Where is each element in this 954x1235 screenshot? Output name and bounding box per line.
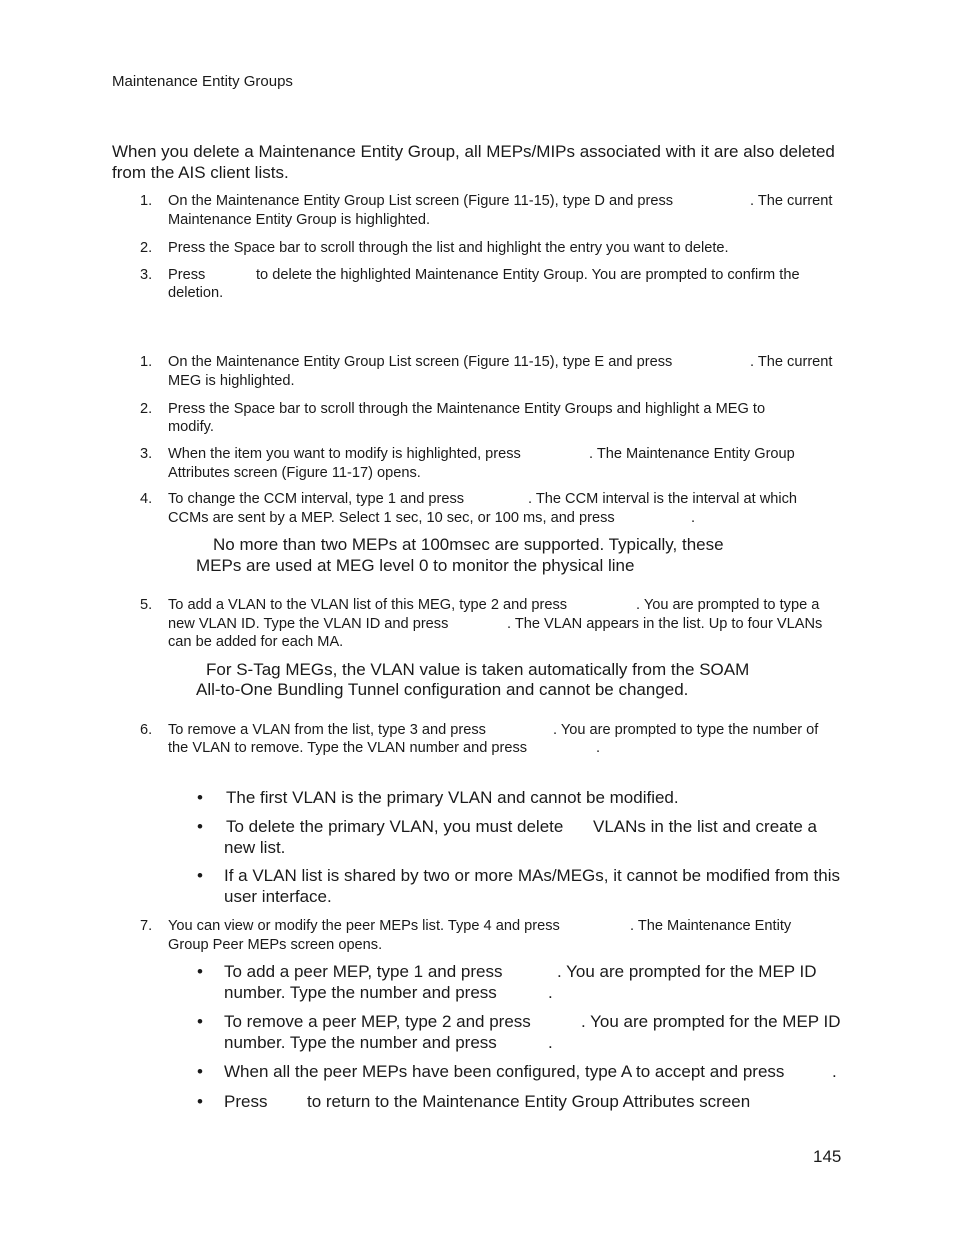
bullet-text: . <box>832 1062 837 1081</box>
step-text: the VLAN to remove. Type the VLAN number and press <box>168 740 528 756</box>
step-number: 1. <box>140 354 153 370</box>
bullet-text: To delete the primary VLAN, you must delete <box>226 817 564 836</box>
bullet: • <box>197 866 203 885</box>
step-text: deletion. <box>168 285 224 301</box>
step-text: to delete the highlighted Maintenance Entity Group. You are prompted to confirm the <box>256 267 800 283</box>
page-number: 145 <box>813 1147 842 1166</box>
step-text: To add a VLAN to the VLAN list of this MEG, type 2 and press <box>168 597 568 613</box>
step-text: Group Peer MEPs screen opens. <box>168 937 383 953</box>
step-text: To remove a VLAN from the list, type 3 and press <box>168 722 486 738</box>
step-text: . <box>691 510 696 526</box>
bullet-text: If a VLAN list is shared by two or more MAs/MEGs, it cannot be modified from this <box>224 866 841 885</box>
bullet-text: Press <box>224 1092 268 1111</box>
bullet-text: to return to the Maintenance Entity Group Attributes screen <box>307 1092 751 1111</box>
bullet: • <box>197 962 203 981</box>
bullet-text: . You are prompted for the MEP ID <box>581 1012 841 1031</box>
bullet-text: To remove a peer MEP, type 2 and press <box>224 1012 531 1031</box>
step-text: . You are prompted to type a <box>636 597 820 613</box>
step-text: MEG is highlighted. <box>168 373 295 389</box>
step-text: . The VLAN appears in the list. Up to four VLANs <box>507 616 823 632</box>
step-number: 7. <box>140 918 153 934</box>
step-text: To change the CCM interval, type 1 and press <box>168 491 465 507</box>
step-number: 3. <box>140 267 153 283</box>
bullet-text: . You are prompted for the MEP ID <box>557 962 817 981</box>
note-line: MEPs are used at MEG level 0 to monitor the physical line <box>196 556 635 575</box>
step-text: . The current <box>750 193 833 209</box>
bullet-text: . <box>548 1033 553 1052</box>
bullet-text: user interface. <box>224 887 332 906</box>
bullet-text: To add a peer MEP, type 1 and press <box>224 962 503 981</box>
bullet: • <box>197 788 203 807</box>
bullet-text: number. Type the number and press <box>224 1033 497 1052</box>
step-text: . You are prompted to type the number of <box>553 722 819 738</box>
step-number: 2. <box>140 401 153 417</box>
bullet: • <box>197 1012 203 1031</box>
step-text: CCMs are sent by a MEP. Select 1 sec, 10 sec, or 100 ms, and press <box>168 510 615 526</box>
step-number: 5. <box>140 597 153 613</box>
step-text: You can view or modify the peer MEPs list. Type 4 and press <box>168 918 560 934</box>
bullet: • <box>197 817 203 836</box>
step-number: 6. <box>140 722 153 738</box>
bullet: • <box>197 1092 203 1111</box>
step-text: When the item you want to modify is highlighted, press <box>168 446 521 462</box>
step-text: . The CCM interval is the interval at which <box>528 491 798 507</box>
step-text: Press the Space bar to scroll through the list and highlight the entry you want to delete. <box>168 240 729 256</box>
step-text: Press the Space bar to scroll through the Maintenance Entity Groups and highlight a MEG to <box>168 401 766 417</box>
step-number: 2. <box>140 240 153 256</box>
step-text: . <box>596 740 601 756</box>
step-number: 4. <box>140 491 153 507</box>
note-line: For S-Tag MEGs, the VLAN value is taken automatically from the SOAM <box>206 660 750 679</box>
step-text: Maintenance Entity Group is highlighted. <box>168 212 431 228</box>
step-number: 3. <box>140 446 153 462</box>
bullet: • <box>197 1062 203 1081</box>
bullet-text: new list. <box>224 838 286 857</box>
bullet-text: The first VLAN is the primary VLAN and cannot be modified. <box>226 788 679 807</box>
running-header: Maintenance Entity Groups <box>112 73 293 90</box>
step-text: . The Maintenance Entity Group <box>589 446 795 462</box>
bullet-text: When all the peer MEPs have been configured, type A to accept and press <box>224 1062 785 1081</box>
step-number: 1. <box>140 193 153 209</box>
bullet-text: . <box>548 983 553 1002</box>
step-text: modify. <box>168 419 214 435</box>
step-text: . The Maintenance Entity <box>630 918 792 934</box>
step-text: Press <box>168 267 206 283</box>
step-text: . The current <box>750 354 833 370</box>
note-line: All-to-One Bundling Tunnel configuration and cannot be changed. <box>196 680 689 699</box>
note-line: No more than two MEPs at 100msec are supported. Typically, these <box>213 535 724 554</box>
intro-line-2: from the AIS client lists. <box>112 163 289 182</box>
step-text: Attributes screen (Figure 11-17) opens. <box>168 465 421 481</box>
intro-line-1: When you delete a Maintenance Entity Group, all MEPs/MIPs associated with it are also deleted <box>112 142 835 161</box>
bullet-text: number. Type the number and press <box>224 983 497 1002</box>
step-text: On the Maintenance Entity Group List screen (Figure 11-15), type D and press <box>168 193 674 209</box>
step-text: can be added for each MA. <box>168 634 344 650</box>
step-text: On the Maintenance Entity Group List screen (Figure 11-15), type E and press <box>168 354 673 370</box>
step-text: new VLAN ID. Type the VLAN ID and press <box>168 616 449 632</box>
bullet-text: VLANs in the list and create a <box>593 817 817 836</box>
